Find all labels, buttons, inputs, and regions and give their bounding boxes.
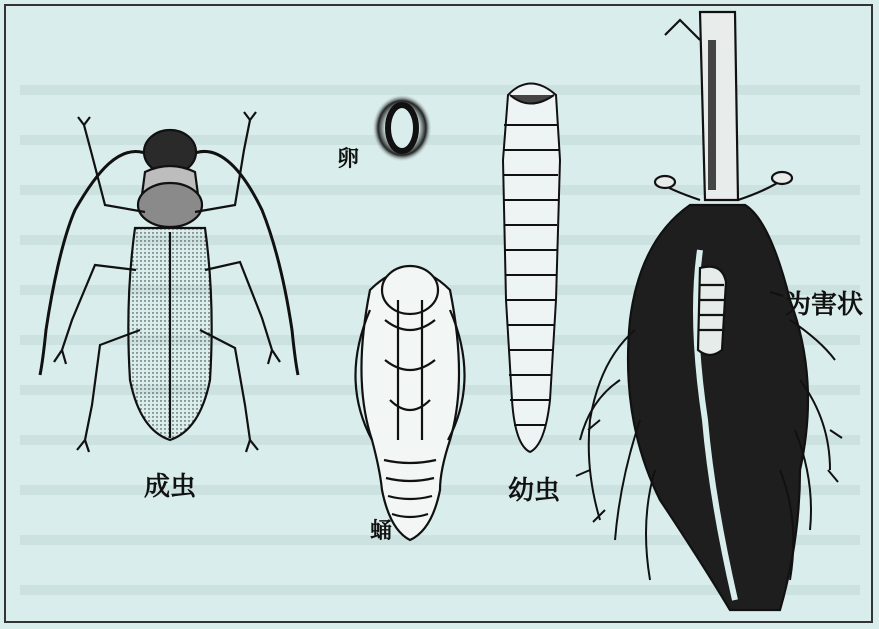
egg-drawing xyxy=(372,94,432,162)
larva-drawing xyxy=(503,84,560,453)
pupa-label: 蛹 xyxy=(370,518,393,544)
larva-label: 幼虫 xyxy=(508,476,561,506)
egg-label: 卵 xyxy=(337,146,360,172)
adult-label: 成虫 xyxy=(144,472,197,502)
pupa-drawing xyxy=(355,266,464,540)
adult-beetle-drawing xyxy=(40,112,298,452)
damage-label: 为害状 xyxy=(785,290,864,320)
